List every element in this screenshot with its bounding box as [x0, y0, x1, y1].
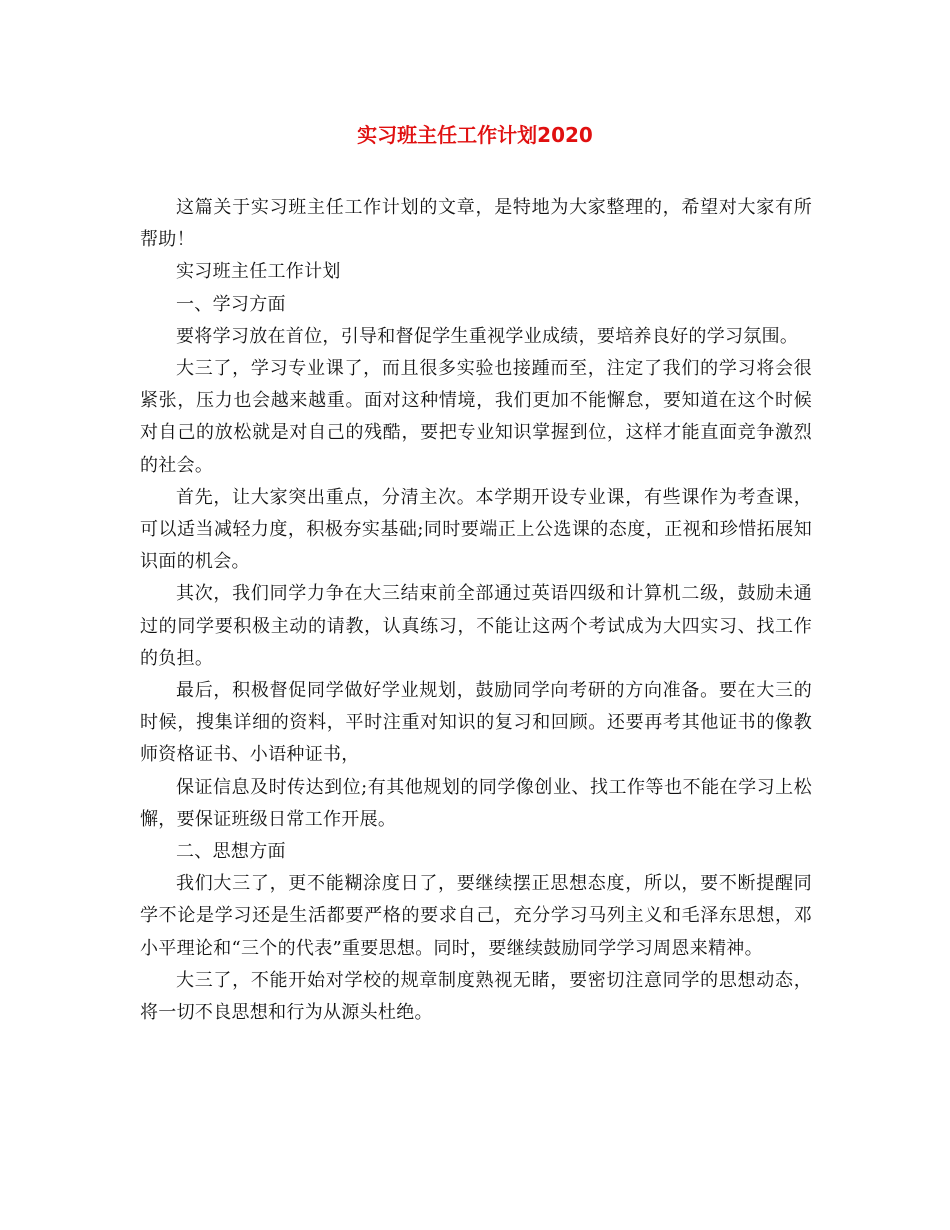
paragraph: 我们大三了，更不能糊涂度日了，要继续摆正思想态度，所以，要不断提醒同学不论是学习还是生活都要严格的要求自己，充分学习马列主义和毛泽东思想，邓小平理论和“三个的代表”重要思想。同时，要继续鼓励同学学习周恩来精神。: [140, 873, 812, 959]
paragraph: 要将学习放在首位，引导和督促学生重视学业成绩，要培养良好的学习氛围。: [176, 325, 799, 347]
paragraph: 这篇关于实习班主任工作计划的文章，是特地为大家整理的，希望对大家有所帮助！: [140, 197, 812, 251]
paragraph: 保证信息及时传达到位;有其他规划的同学像创业、找工作等也不能在学习上松懈，要保证班级日常工作开展。: [140, 776, 812, 830]
paragraph: 最后，积极督促同学做好学业规划，鼓励同学向考研的方向准备。要在大三的时候，搜集详细的资料，平时注重对知识的复习和回顾。还要再考其他证书的像教师资格证书、小语种证书，: [140, 680, 812, 766]
paragraph: 其次，我们同学力争在大三结束前全部通过英语四级和计算机二级，鼓励未通过的同学要积极主动的请教，认真练习，不能让这两个考试成为大四实习、找工作的负担。: [140, 583, 812, 669]
document-title: 实习班主任工作计划2020: [357, 123, 593, 147]
paragraph: 大三了，不能开始对学校的规章制度熟视无睹，要密切注意同学的思想动态，将一切不良思想和行为从源头杜绝。: [140, 969, 812, 1024]
paragraph: 大三了，学习专业课了，而且很多实验也接踵而至，注定了我们的学习将会很紧张，压力也会越来越重。面对这种情境，我们更加不能懈怠，要知道在这个时候对自己的放松就是对自己的残酷，要把专业知识掌握到位，这样才能直面竞争激烈的社会。: [140, 358, 812, 476]
section-heading: 二、思想方面: [176, 841, 286, 863]
section-heading: 一、学习方面: [176, 293, 286, 315]
paragraph: 实习班主任工作计划: [176, 261, 341, 283]
document-body: [140, 192, 812, 1029]
paragraph: 首先，让大家突出重点，分清主次。本学期开设专业课，有些课作为考查课，可以适当减轻力度，积极夯实基础;同时要端正上公选课的态度，正视和珍惜拓展知识面的机会。: [140, 486, 812, 573]
